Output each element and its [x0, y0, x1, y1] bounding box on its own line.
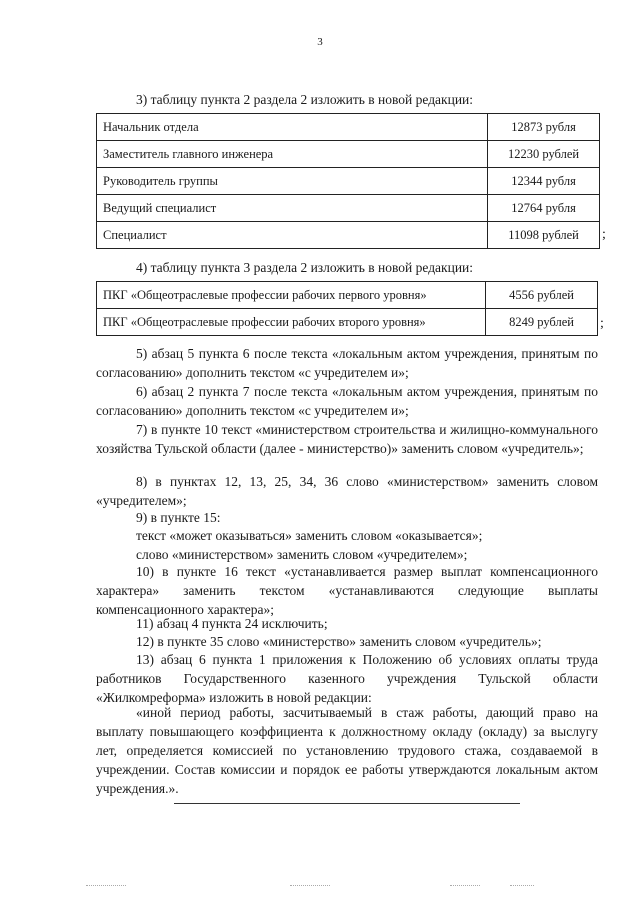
salary-cell: 12344 рубля: [488, 168, 600, 195]
position-cell: Руководитель группы: [97, 168, 488, 195]
table-row: [97, 114, 600, 141]
table-row: [97, 195, 600, 222]
group-cell: ПКГ «Общеотраслевые профессии рабочих второго уровня»: [97, 309, 486, 336]
item-5: 5) абзац 5 пункта 6 после текста «локальным актом учреждения, принятым по согласованию» дополнить текстом «с учредителем и»;: [96, 346, 598, 380]
position-cell: Специалист: [97, 222, 488, 249]
scan-artifact: [86, 885, 126, 886]
table-row: [97, 282, 598, 309]
salary-cell: 12873 рубля: [488, 114, 600, 141]
page-number: 3: [317, 36, 323, 48]
table1-intro: 3) таблицу пункта 2 раздела 2 изложить в новой редакции:: [136, 92, 474, 107]
table-row: [97, 309, 598, 336]
item-9: 9) в пункте 15:: [136, 510, 221, 525]
table-row: [97, 222, 600, 249]
scan-artifact: [290, 885, 330, 886]
table2-end-semicolon: ;: [600, 316, 604, 331]
item-9-b: слово «министерством» заменить словом «учредителем»;: [136, 547, 468, 562]
item-11: 11) абзац 4 пункта 24 исключить;: [136, 616, 328, 631]
item-13-quote: «иной период работы, засчитываемый в стаж работы, дающий право на выплату повышающего коэффициента к должностному окладу (окладу) за выслугу лет, определяется комиссией по установлению трудового стажа, создаваемой в учреждении. Состав комиссии и порядок ее работы утверждаются локальным актом учреждения.».: [96, 705, 598, 796]
scan-artifact: [450, 885, 480, 886]
item-13: 13) абзац 6 пункта 1 приложения к Положению об условиях оплаты труда работников Государственного казенного учреждения Тульской области «Жилкомреформа» изложить в новой редакции:: [96, 652, 598, 705]
table2-intro: 4) таблицу пункта 3 раздела 2 изложить в новой редакции:: [136, 260, 474, 275]
group-cell: ПКГ «Общеотраслевые профессии рабочих первого уровня»: [97, 282, 486, 309]
table-row: [97, 141, 600, 168]
salary-cell: 4556 рублей: [486, 282, 598, 309]
salary-table-positions: [96, 113, 600, 249]
end-separator-line: [174, 803, 520, 804]
table-row: [97, 168, 600, 195]
salary-cell: 8249 рублей: [486, 309, 598, 336]
position-cell: Начальник отдела: [97, 114, 488, 141]
item-12: 12) в пункте 35 слово «министерство» заменить словом «учредитель»;: [136, 634, 542, 649]
salary-cell: 12764 рубля: [488, 195, 600, 222]
item-8: 8) в пунктах 12, 13, 25, 34, 36 слово «министерством» заменить словом «учредителем»;: [96, 474, 598, 508]
item-10: 10) в пункте 16 текст «устанавливается размер выплат компенсационного характера» заменить текстом «устанавливаются следующие выплаты компенсационного характера»;: [96, 564, 598, 617]
salary-table-groups: [96, 281, 598, 336]
item-9-a: текст «может оказываться» заменить словом «оказывается»;: [136, 528, 483, 543]
table1-end-semicolon: ;: [602, 227, 606, 242]
salary-cell: 12230 рублей: [488, 141, 600, 168]
item-7: 7) в пункте 10 текст «министерством строительства и жилищно-коммунального хозяйства Тульской области (далее - министерство)» заменить словом «учредитель»;: [96, 422, 598, 456]
position-cell: Заместитель главного инженера: [97, 141, 488, 168]
scan-artifact: [510, 885, 534, 886]
item-6: 6) абзац 2 пункта 7 после текста «локальным актом учреждения, принятым по согласованию» дополнить текстом «с учредителем и»;: [96, 384, 598, 418]
salary-cell: 11098 рублей: [488, 222, 600, 249]
position-cell: Ведущий специалист: [97, 195, 488, 222]
